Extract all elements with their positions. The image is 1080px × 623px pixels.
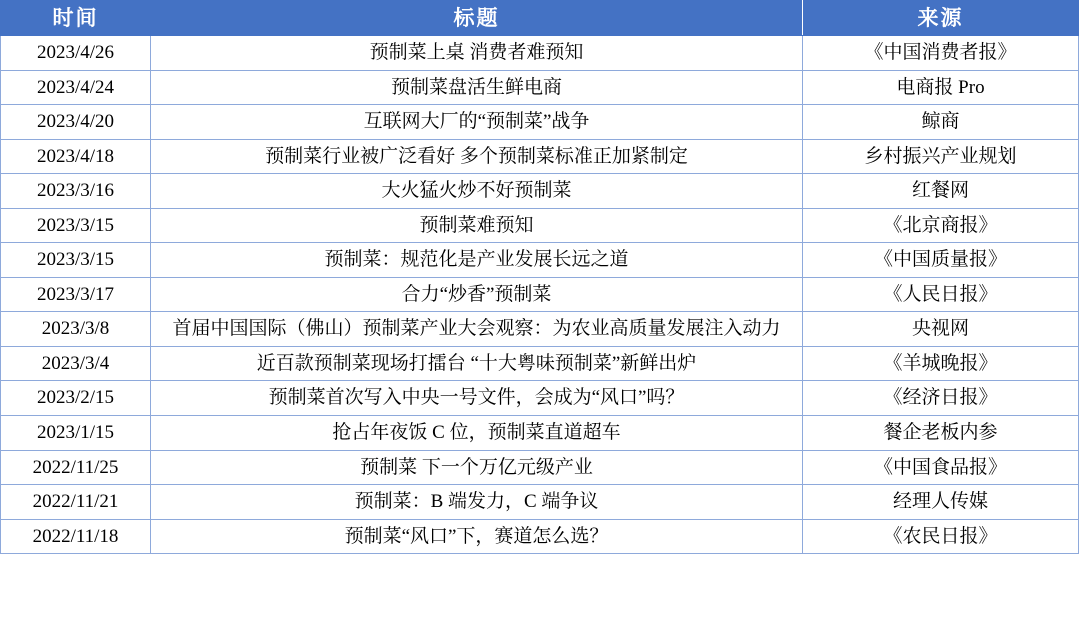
- cell-time: 2023/3/4: [1, 346, 151, 381]
- cell-title: 预制菜盘活生鲜电商: [151, 70, 803, 105]
- cell-title: 预制菜：B 端发力，C 端争议: [151, 485, 803, 520]
- cell-source: 电商报 Pro: [803, 70, 1079, 105]
- cell-time: 2023/4/20: [1, 105, 151, 140]
- cell-time: 2023/3/17: [1, 277, 151, 312]
- table-row: [1, 243, 1079, 278]
- cell-title: 预制菜 下一个万亿元级产业: [151, 450, 803, 485]
- cell-source: 鲸商: [803, 105, 1079, 140]
- column-header-source: 来源: [803, 1, 1079, 36]
- table-row: [1, 519, 1079, 554]
- table-row: [1, 105, 1079, 140]
- cell-title: 预制菜：规范化是产业发展长远之道: [151, 243, 803, 278]
- cell-source: 《羊城晚报》: [803, 346, 1079, 381]
- table-header: [1, 1, 1079, 36]
- cell-title: 预制菜难预知: [151, 208, 803, 243]
- cell-title: 预制菜首次写入中央一号文件，会成为“风口”吗？: [151, 381, 803, 416]
- cell-title: 预制菜上桌 消费者难预知: [151, 36, 803, 71]
- cell-title: 预制菜行业被广泛看好 多个预制菜标准正加紧制定: [151, 139, 803, 174]
- cell-time: 2023/1/15: [1, 416, 151, 451]
- table-row: [1, 381, 1079, 416]
- header-row: [1, 1, 1079, 36]
- table-body: [1, 36, 1079, 554]
- cell-time: 2023/3/15: [1, 243, 151, 278]
- table-row: [1, 450, 1079, 485]
- cell-time: 2022/11/21: [1, 485, 151, 520]
- table-row: [1, 277, 1079, 312]
- table-row: [1, 208, 1079, 243]
- cell-source: 《农民日报》: [803, 519, 1079, 554]
- cell-source: 央视网: [803, 312, 1079, 347]
- cell-source: 《人民日报》: [803, 277, 1079, 312]
- cell-source: 经理人传媒: [803, 485, 1079, 520]
- cell-title: 首届中国国际（佛山）预制菜产业大会观察：为农业高质量发展注入动力: [151, 312, 803, 347]
- cell-source: 《经济日报》: [803, 381, 1079, 416]
- table-row: [1, 139, 1079, 174]
- cell-source: 《中国质量报》: [803, 243, 1079, 278]
- cell-time: 2023/4/26: [1, 36, 151, 71]
- cell-time: 2023/4/24: [1, 70, 151, 105]
- cell-title: 大火猛火炒不好预制菜: [151, 174, 803, 209]
- cell-source: 《中国消费者报》: [803, 36, 1079, 71]
- table-row: [1, 416, 1079, 451]
- column-header-title: 标题: [151, 1, 803, 36]
- cell-source: 《中国食品报》: [803, 450, 1079, 485]
- cell-time: 2022/11/18: [1, 519, 151, 554]
- cell-time: 2023/3/8: [1, 312, 151, 347]
- cell-time: 2022/11/25: [1, 450, 151, 485]
- cell-source: 乡村振兴产业规划: [803, 139, 1079, 174]
- cell-source: 餐企老板内参: [803, 416, 1079, 451]
- cell-time: 2023/3/16: [1, 174, 151, 209]
- cell-title: 互联网大厂的“预制菜”战争: [151, 105, 803, 140]
- cell-source: 《北京商报》: [803, 208, 1079, 243]
- cell-time: 2023/2/15: [1, 381, 151, 416]
- cell-time: 2023/4/18: [1, 139, 151, 174]
- table-row: [1, 36, 1079, 71]
- cell-title: 近百款预制菜现场打擂台 “十大粤味预制菜”新鲜出炉: [151, 346, 803, 381]
- cell-title: 抢占年夜饭 C 位，预制菜直道超车: [151, 416, 803, 451]
- table-row: [1, 312, 1079, 347]
- cell-title: 预制菜“风口”下，赛道怎么选？: [151, 519, 803, 554]
- cell-title: 合力“炒香”预制菜: [151, 277, 803, 312]
- column-header-time: 时间: [1, 1, 151, 36]
- cell-source: 红餐网: [803, 174, 1079, 209]
- cell-time: 2023/3/15: [1, 208, 151, 243]
- table-row: [1, 174, 1079, 209]
- table-row: [1, 346, 1079, 381]
- table-row: [1, 485, 1079, 520]
- table-row: [1, 70, 1079, 105]
